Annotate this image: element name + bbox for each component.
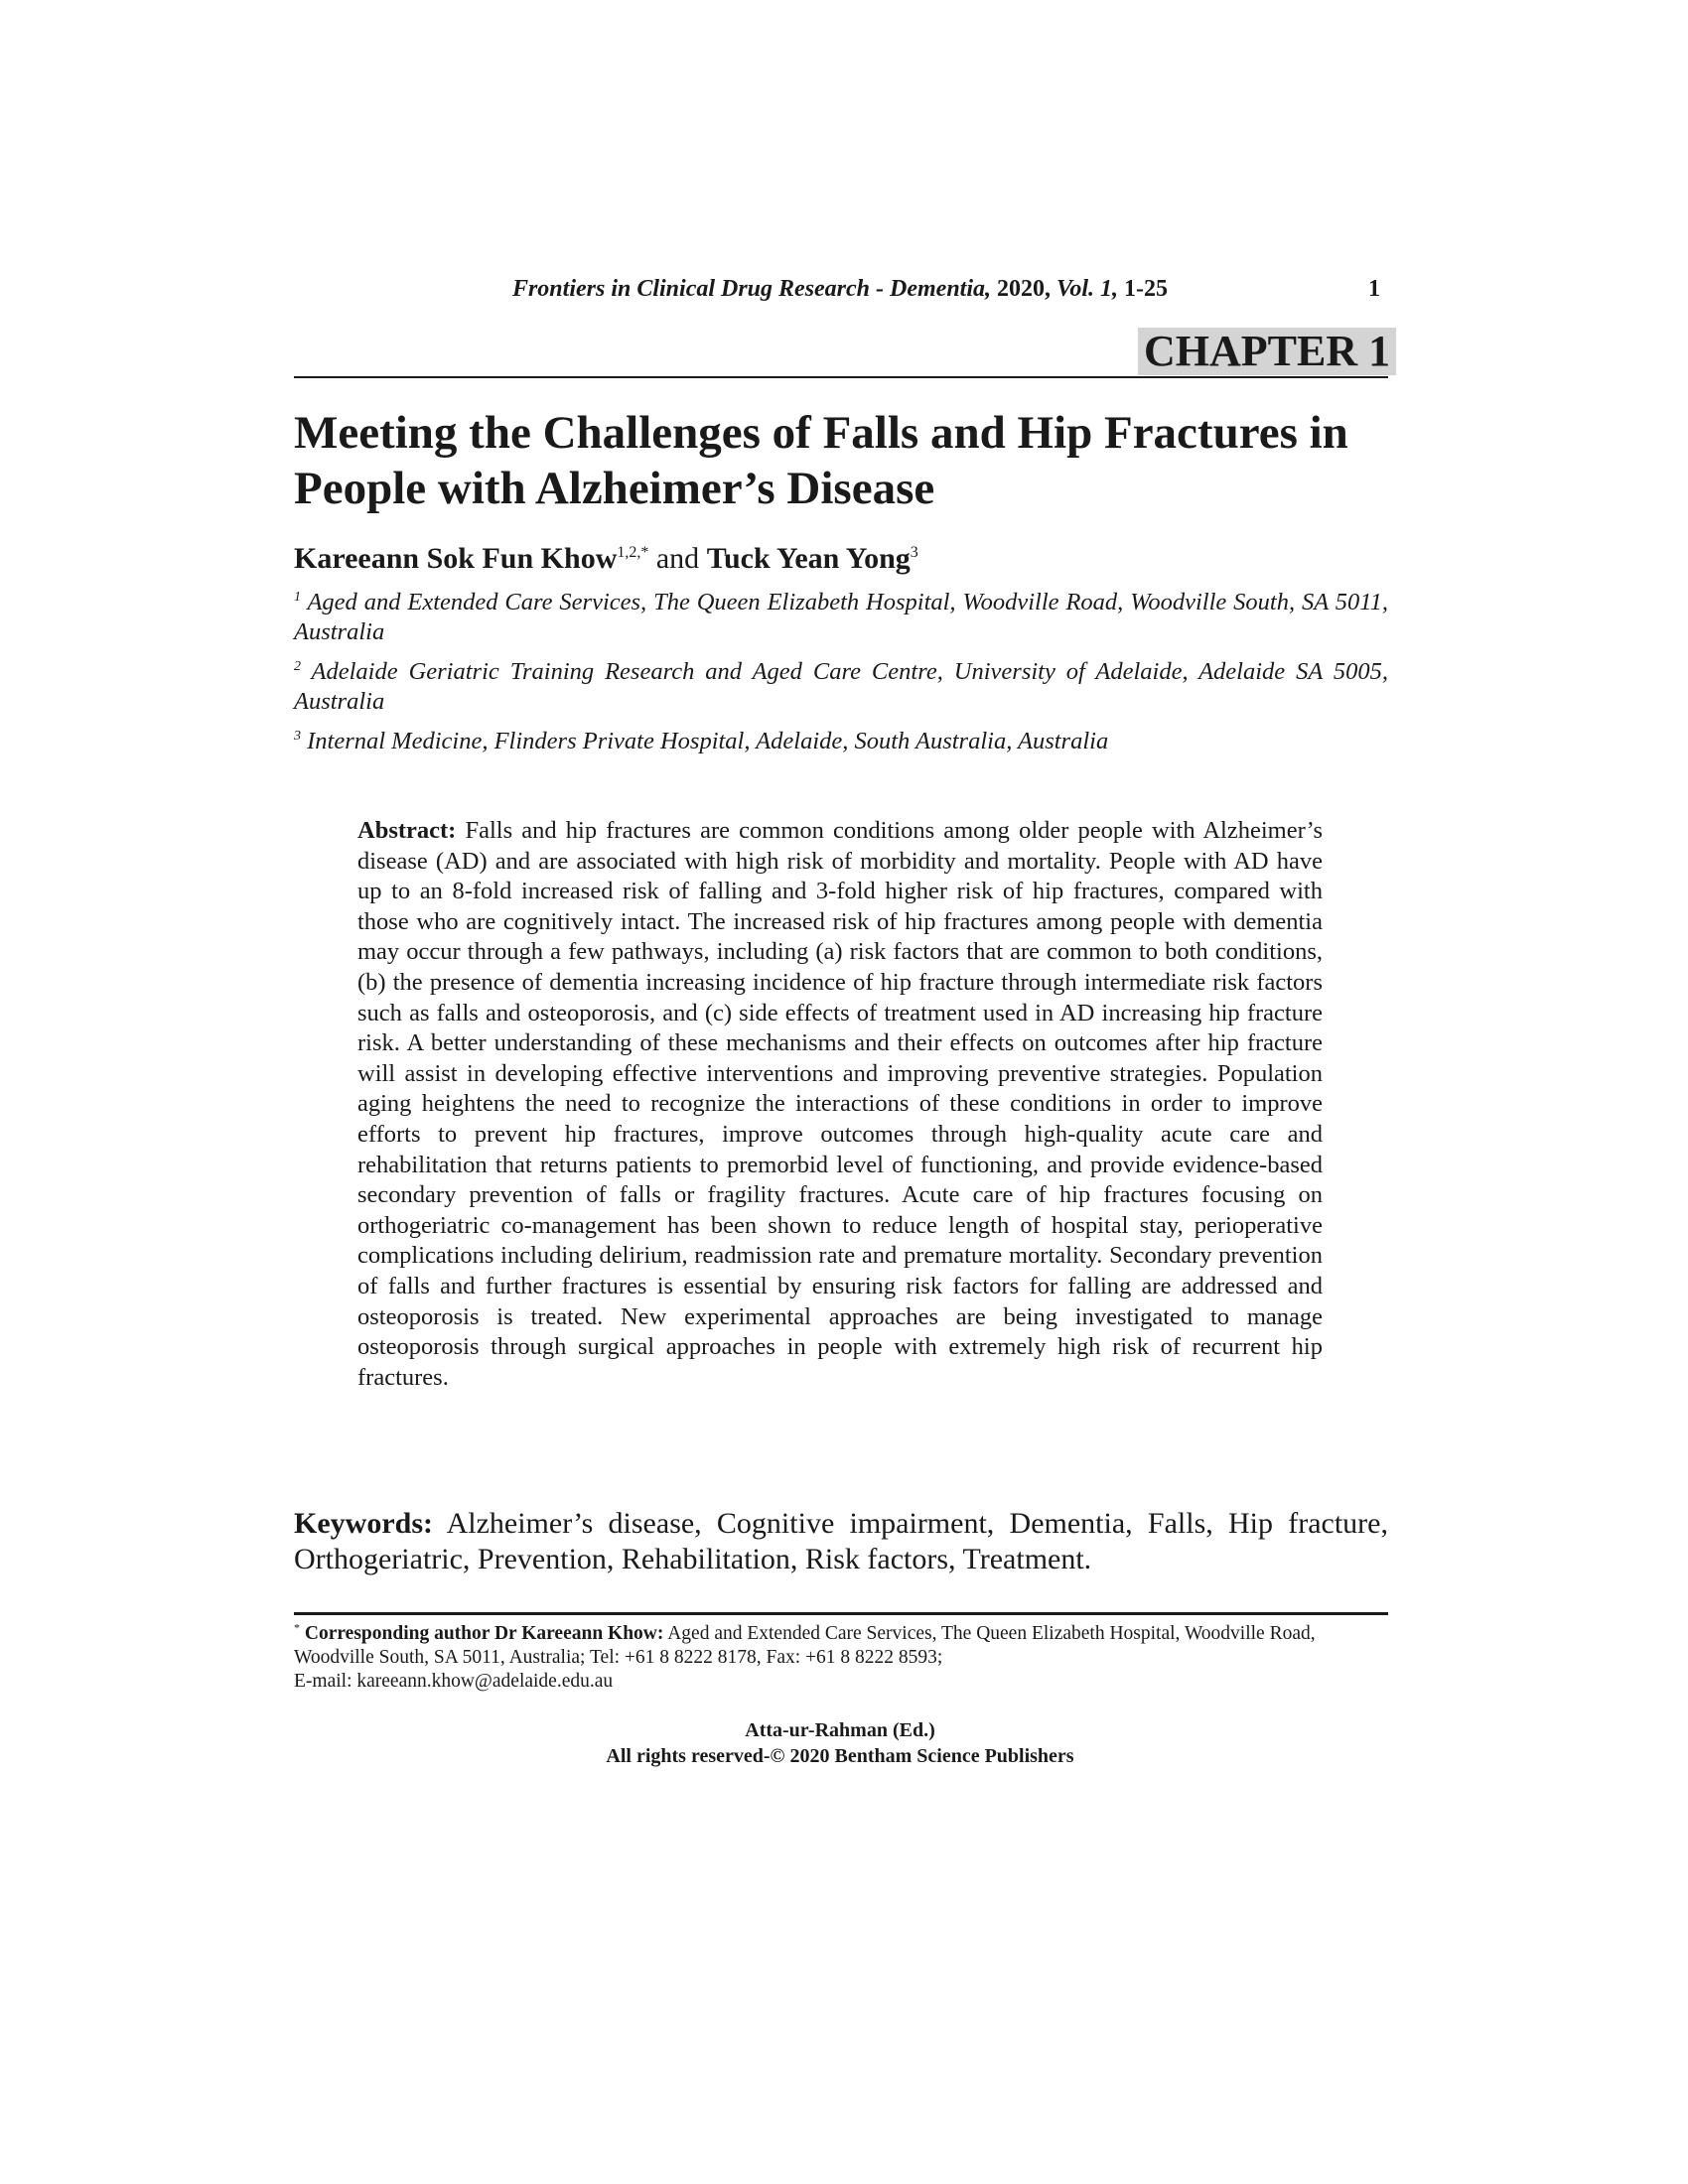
journal-name: Frontiers in Clinical Drug Research - Dementia, (511, 276, 992, 302)
affiliation-text: Internal Medicine, Flinders Private Hospital, Adelaide, South Australia, Australia (307, 728, 1109, 754)
volume-label: Vol. (1056, 276, 1095, 302)
abstract (357, 816, 1323, 1393)
chapter-title: Meeting the Challenges of Falls and Hip Fractures in People with Alzheimer’s Disease (294, 407, 1348, 514)
footnote-marker: * (294, 1620, 300, 1635)
header-rule (294, 376, 1388, 378)
corresponding-author-footnote (294, 1622, 1392, 1694)
chapter-label: CHAPTER 1 (1138, 328, 1396, 375)
author-line (294, 541, 1386, 577)
affiliation-text: Aged and Extended Care Services, The Queen Elizabeth Hospital, Woodville Road, Woodville South, SA 5011, Australia (294, 589, 1388, 645)
abstract-label: Abstract: (357, 817, 457, 844)
keywords-label: Keywords: (294, 1507, 433, 1540)
affiliation-number: 1 (294, 589, 301, 605)
author-affiliation-marker: 1,2,* (617, 544, 649, 561)
affiliation (294, 657, 1388, 717)
author-affiliation-marker: 3 (910, 544, 918, 561)
copyright-line: All rights reserved-© 2020 Bentham Science Publishers (606, 1745, 1074, 1767)
author-conjunction: and (655, 542, 700, 575)
keywords-text: Alzheimer’s disease, Cognitive impairment, Dementia, Falls, Hip fracture, Orthogeriatric, Prevention, Rehabilitation, Risk factors, Treatment. (294, 1507, 1388, 1575)
author-name: Tuck Yean Yong (706, 542, 911, 575)
publisher-block (294, 1717, 1386, 1769)
running-head (294, 276, 1386, 303)
page-range: 1-25 (1124, 276, 1169, 302)
affiliation-number: 2 (294, 658, 301, 674)
footnote-text: Aged and Extended Care Services, The Queen Elizabeth Hospital, Woodville Road, Woodville South, SA 5011, Australia; Tel: +61 8 8222 8178, Fax: +61 8 8222 8593; (294, 1623, 1316, 1668)
affiliation-number: 3 (294, 728, 301, 744)
editor-line: Atta-ur-Rahman (Ed.) (745, 1719, 935, 1741)
journal-year: 2020, (997, 276, 1052, 302)
affiliation (294, 727, 1388, 756)
footnote-label: Corresponding author Dr Kareeann Khow: (304, 1623, 664, 1644)
affiliation-text: Adelaide Geriatric Training Research and Aged Care Centre, University of Adelaide, Adelaide SA 5005, Australia (294, 658, 1388, 715)
volume-number: 1, (1100, 276, 1119, 302)
abstract-text: Falls and hip fractures are common conditions among older people with Alzheimer’s disease (AD) and are associated with high risk of morbidity and mortality. People with AD have up to an 8-fold increased risk of falling and 3-fold higher risk of hip fractures, compared with those who are cognitively intact. The increased risk of hip fractures among people with dementia may occur through a few pathways, including (a) risk factors that are common to both conditions, (b) the presence of dementia increasing incidence of hip fracture through intermediate risk factors such as falls and osteoporosis, and (c) side effects of treatment used in AD increasing hip fracture risk. A better understanding of these mechanisms and their effects on outcomes after hip fracture will assist in developing effective interventions and improving preventive strategies. Population aging heightens the need to recognize the interactions of these conditions in order to improve efforts to prevent hip fractures, improve outcomes through high-quality acute care and rehabilitation that returns patients to premorbid level of functioning, and provide evidence-based secondary prevention of falls or fragility fractures. Acute care of hip fractures focusing on orthogeriatric co-management has been shown to reduce length of hospital stay, perioperative complications including delirium, readmission rate and premature mortality. Secondary prevention of falls and further fractures is essential by ensuring risk factors for falling are addressed and osteoporosis is treated. New experimental approaches are being investigated to manage osteoporosis through surgical approaches in people with extremely high risk of recurrent hip fractures. (357, 817, 1324, 1391)
footnote-rule (294, 1612, 1388, 1615)
keywords (294, 1506, 1388, 1577)
page-number: 1 (1368, 276, 1380, 302)
footnote-email: E-mail: kareeann.khow@adelaide.edu.au (294, 1671, 614, 1692)
affiliation (294, 588, 1388, 647)
author-name: Kareeann Sok Fun Khow (294, 542, 618, 575)
